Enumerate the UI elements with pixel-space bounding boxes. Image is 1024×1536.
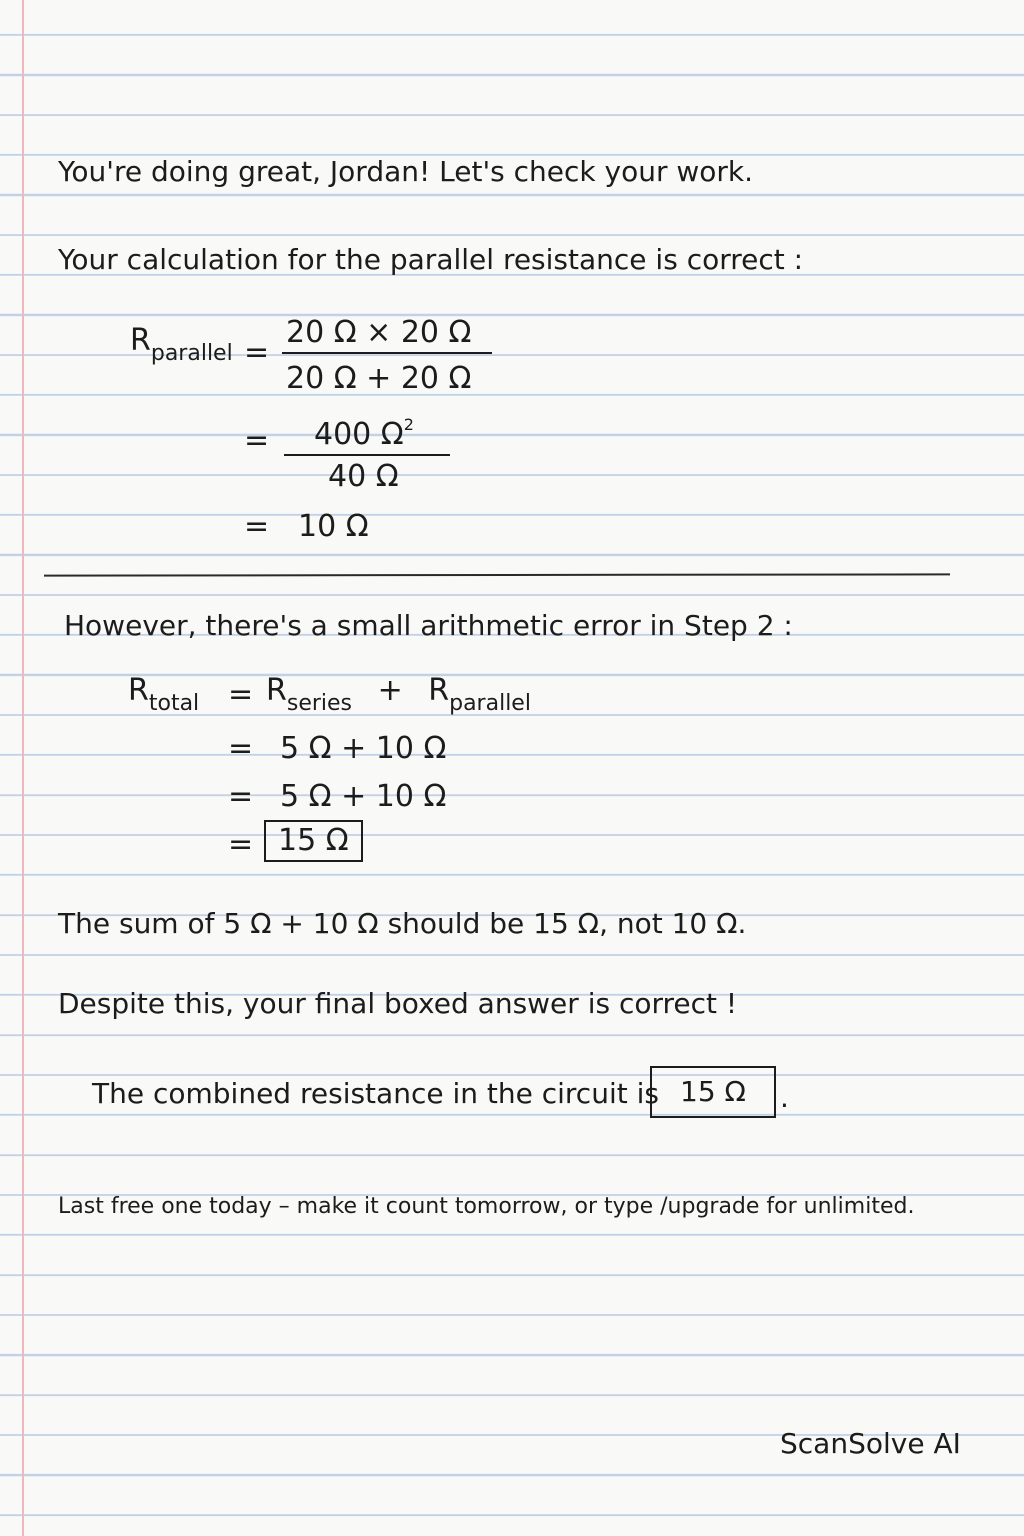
equals-sign: = [228, 779, 254, 814]
exponent: 2 [403, 415, 414, 434]
greeting-text: You're doing great, Jordan! Let's check your work. [58, 155, 754, 188]
r-parallel-label [130, 323, 233, 366]
sum-note-text: The sum of 5 Ω + 10 Ω should be 15 Ω, not 10 Ω. [58, 907, 747, 940]
boxed-final-answer: 15 Ω [650, 1066, 776, 1118]
fraction-numerator: 20 Ω × 20 Ω [286, 315, 472, 350]
brand-signature: ScanSolve AI [780, 1427, 961, 1460]
despite-text: Despite this, your final boxed answer is correct ! [58, 987, 738, 1020]
last-free-text: Last free one today – make it count tomorrow, or type /upgrade for unlimited. [58, 1194, 915, 1219]
fraction-numerator [314, 415, 414, 452]
r-subscript: parallel [150, 341, 233, 366]
r-parallel-subscript: parallel [449, 691, 531, 716]
boxed-total-result: 15 Ω [264, 820, 363, 862]
r-total-label [128, 673, 200, 716]
error-intro-text: However, there's a small arithmetic error in Step 2 : [64, 609, 793, 642]
fraction-bar [282, 352, 492, 354]
r-symbol: R [130, 323, 151, 358]
equals-sign: = [228, 677, 254, 712]
intro-text: Your calculation for the parallel resistance is correct : [58, 243, 804, 276]
margin-line [22, 0, 24, 1536]
r-series-subscript: series [286, 691, 353, 716]
equals-sign: = [244, 509, 270, 544]
r-symbol: R [128, 673, 149, 708]
plus-sign: + [377, 673, 403, 708]
r-parallel-symbol: R [428, 673, 450, 708]
fraction-denominator: 40 Ω [328, 459, 399, 494]
equals-sign: = [244, 335, 270, 370]
r-series-symbol: R [266, 673, 287, 708]
conclusion-period: . [780, 1081, 789, 1114]
equals-sign: = [228, 731, 254, 766]
equals-sign: = [244, 423, 270, 458]
sum-line: 5 Ω + 10 Ω [280, 731, 447, 766]
fraction-bar [284, 454, 450, 456]
fraction-denominator: 20 Ω + 20 Ω [286, 361, 472, 396]
equals-sign: = [228, 827, 254, 862]
sum-line: 5 Ω + 10 Ω [280, 779, 447, 814]
numerator-base: 400 Ω [314, 417, 404, 452]
parallel-result: 10 Ω [298, 509, 369, 544]
r-subscript: total [148, 691, 200, 716]
r-series-plus-r-parallel [266, 673, 531, 716]
conclusion-text: The combined resistance in the circuit is [92, 1077, 659, 1110]
